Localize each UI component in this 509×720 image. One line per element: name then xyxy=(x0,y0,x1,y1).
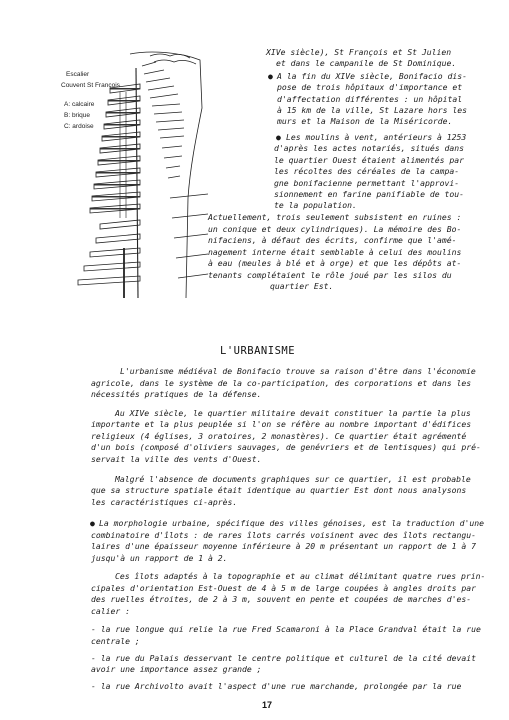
right-p4-line-4: nagement interne était semblable à celui des moulins xyxy=(208,247,462,257)
figure-legend-b: B: brique xyxy=(64,112,91,119)
bullet-icon: ● xyxy=(268,71,273,81)
figure-caption-line-2: Couvent St François xyxy=(61,82,120,89)
right-p2-line-1: A la fin du XIVe siècle, Bonifacio dis- xyxy=(277,71,468,81)
body-list-item-3-line-1: - la rue Archivolto avait l'aspect d'une rue marchande, prolongée par la rue xyxy=(91,681,462,691)
body-p3-line-1: Malgré l'absence de documents graphiques sur ce quartier, il est probable xyxy=(115,474,471,484)
right-p1-line-2: et dans le campanile de St Dominique. xyxy=(276,58,457,68)
right-p4-line-2: un conique et deux cylindriques). La mémoire des Bo- xyxy=(208,224,462,234)
right-p2-line-4: à 15 km de la ville, St Lazare hors les xyxy=(277,105,468,115)
body-p2-line-2: importante et la plus peuplée si l'on se réfère au nombre important d'édifices xyxy=(91,419,472,429)
body-p5-line-3: des ruelles étroites, de 2 à 3 m, souvent en pente et coupées de marches d'es- xyxy=(91,594,472,604)
body-p4-line-1: La morphologie urbaine, spécifique des villes génoises, est la traduction d'une xyxy=(99,518,484,528)
right-p2-line-2: pose de trois hôpitaux d'importance et xyxy=(277,82,463,92)
body-list-item-1-line-2: centrale ; xyxy=(91,636,140,646)
section-heading: L'URBANISME xyxy=(220,345,296,357)
right-p3-line-1: Les moulins à vent, antérieurs à 1253 xyxy=(286,132,467,142)
body-p2-line-3: religieux (4 églises, 3 oratoires, 2 monastères). Ce quartier était agrémenté xyxy=(91,431,467,441)
body-list-item-2-line-1: - la rue du Palais desservant le centre politique et culturel de la cité devait xyxy=(91,653,476,663)
page-number: 17 xyxy=(262,700,273,710)
body-p5-line-2: cipales d'orientation Est-Ouest de 4 à 5 m de large coupées à angles droits par xyxy=(91,583,476,593)
bullet-icon: ● xyxy=(90,518,95,528)
right-p4-line-1: Actuellement, trois seulement subsistent en ruines : xyxy=(208,212,462,222)
body-p1-line-2: agricole, dans le système de la co-participation, des corporations et dans les xyxy=(91,378,472,388)
figure-caption-line-1: Escalier xyxy=(66,71,90,78)
right-p2-line-3: d'affectation différentes : un hôpital xyxy=(277,94,463,104)
body-p2-line-5: servait la ville des vents d'Ouest. xyxy=(91,454,262,464)
body-p4-line-2: combinatoire d'îlots : de rares îlots carrés voisinent avec des îlots rectangu- xyxy=(91,530,476,540)
figure-legend-a: A: calcaire xyxy=(64,101,95,108)
body-p1-line-3: nécessités pratiques de la défense. xyxy=(91,389,262,399)
body-list-item-2-line-2: avoir une importance assez grande ; xyxy=(91,664,262,674)
right-p4-line-5: à eau (meules à blé et à orge) et que les dépôts at- xyxy=(208,258,462,268)
figure-legend-c: C: ardoise xyxy=(64,123,94,130)
right-p3-line-3: le quartier Ouest étaient alimentés par xyxy=(274,155,465,165)
right-p3-line-7: te la population. xyxy=(274,200,357,210)
body-list-item-1-line-1: - la rue longue qui relie la rue Fred Scamaroni à la Place Grandval était la rue xyxy=(91,624,481,634)
body-p4-line-4: jusqu'à un rapport de 1 à 2. xyxy=(91,553,228,563)
right-p3-line-2: d'après les actes notariés, situés dans xyxy=(274,143,465,153)
right-p3-line-5: gne bonifacienne permettant l'approvi- xyxy=(274,178,460,188)
right-p3-line-4: les récoltes des céréales de la campa- xyxy=(274,166,460,176)
body-p4-line-3: laires d'une épaisseur moyenne inférieure à 20 m présentant un rapport de 1 à 7 xyxy=(91,541,476,551)
right-p3-line-6: sionnement en farine panifiable de tou- xyxy=(274,189,465,199)
right-p1-line-1: XIVe siècle), St François et St Julien xyxy=(266,47,452,57)
body-p3-line-2: que sa structure spatiale était identique au quartier Est dont nous analysons xyxy=(91,485,467,495)
body-p2-line-1: Au XIVe siècle, le quartier militaire devait constituer la partie la plus xyxy=(115,408,471,418)
body-p5-line-1: Ces îlots adaptés à la topographie et au climat délimitant quatre rues prin- xyxy=(115,571,486,581)
body-p3-line-3: les caractéristiques ci-après. xyxy=(91,497,238,507)
right-p2-line-5: murs et la Maison de la Miséricorde. xyxy=(277,116,453,126)
body-p2-line-4: d'un bois (composé d'oliviers sauvages, de genévriers et de lentisques) qui pré- xyxy=(91,442,481,452)
body-p5-line-4: calier : xyxy=(91,606,130,616)
right-p4-line-3: nifaciens, à défaut des écrits, confirme que l'amé- xyxy=(208,235,457,245)
bullet-icon: ● xyxy=(276,132,281,142)
right-p4-line-6: tenants complétaient le rôle joué par les silos du xyxy=(208,270,452,280)
body-p1-line-1: L'urbanisme médiéval de Bonifacio trouve sa raison d'être dans l'économie xyxy=(120,366,476,376)
right-p4-line-7: quartier Est. xyxy=(270,281,334,291)
